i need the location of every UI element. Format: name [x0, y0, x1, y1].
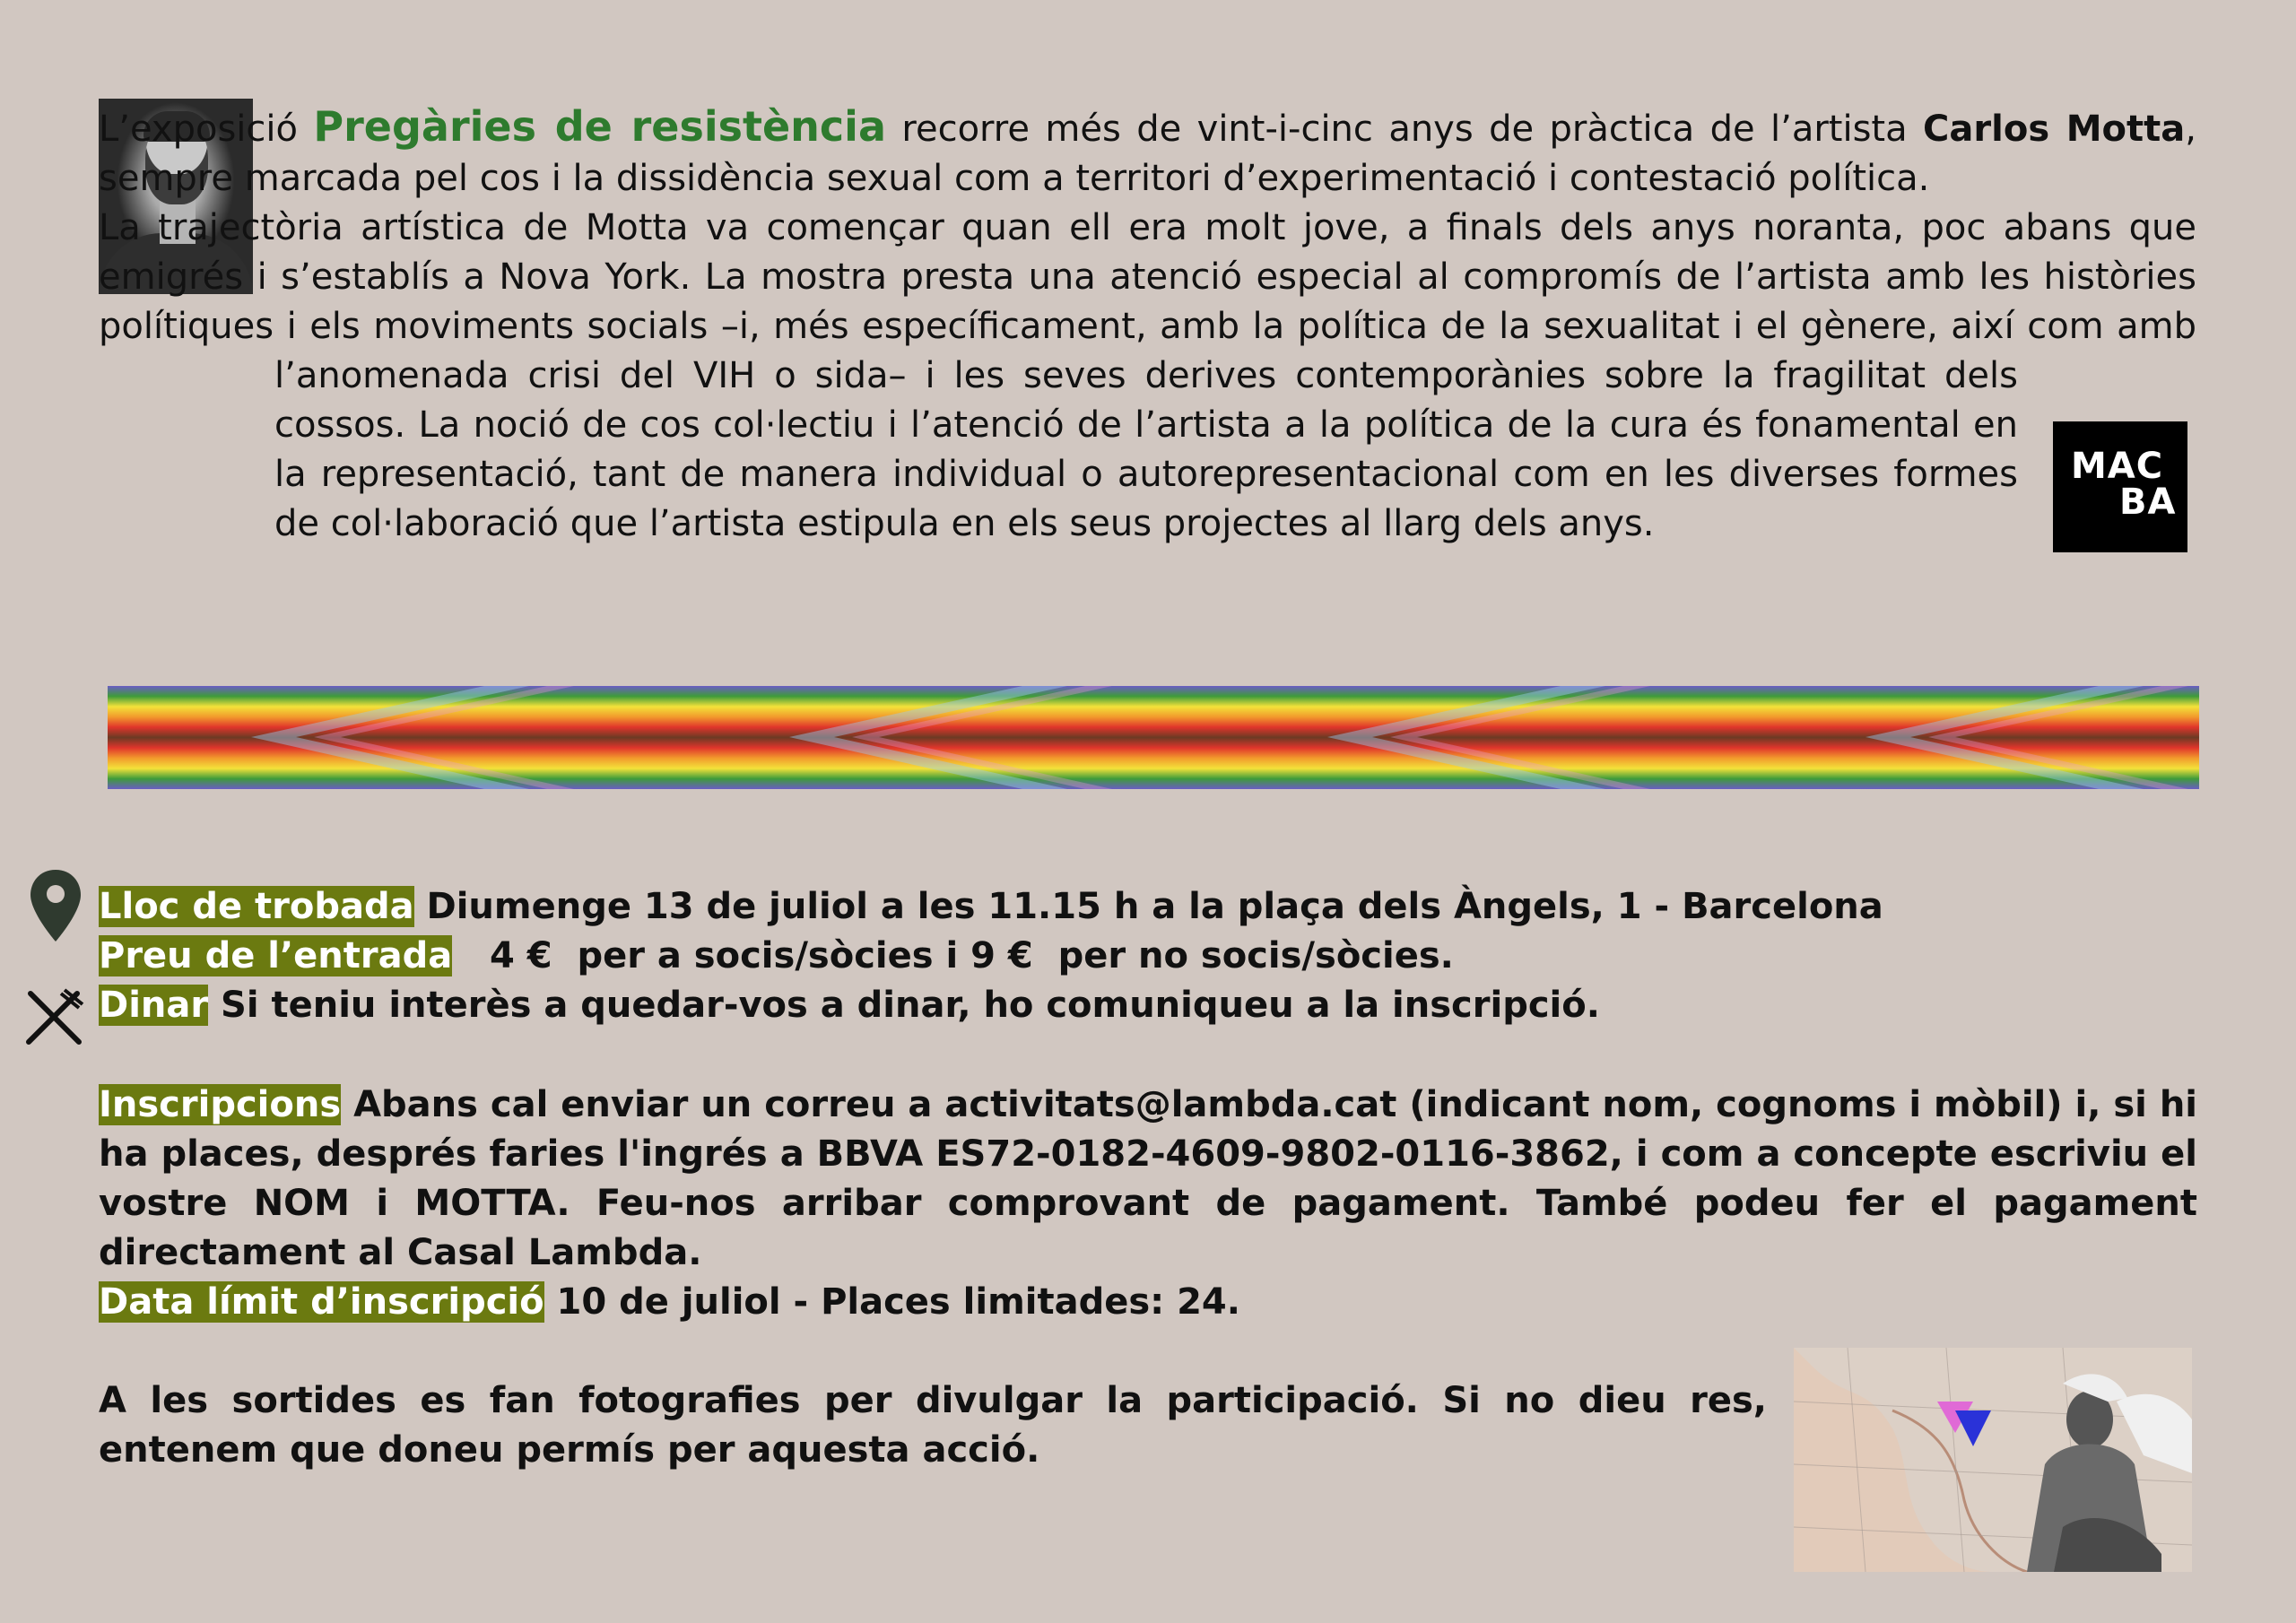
artist-name: Carlos Motta [1923, 108, 2186, 150]
deadline-text: 10 de juliol - Places limitades: 24. [544, 1281, 1240, 1323]
meeting-point-label: Lloc de trobada [99, 886, 414, 927]
intro-paragraph-2: La trajectòria artística de Motta va començar quan ell era molt jove, a finals dels anys noranta, poc abans que emigrés i s’establís a Nova York. La mostra presta una atenció especial al compromís de l’artista amb les històries polítiques i els moviments socials –i, més específicament, amb la política de la sexualitat i el gènere, així com amb l’anomenada crisi del VIH o sida– i les seves derives contemporànies sobre la fragilitat dels cossos. La noció de cos col·lectiu i l’atenció de l’artista a la política de la cura és fonamental en la representació, tant de manera individual o autorepresentacional com en les diverses formes de col·laboració que l’artista estipula en els seus projectes al llarg dels anys. [99, 207, 2196, 544]
lunch-label: Dinar [99, 985, 209, 1026]
map-collage-image [1794, 1348, 2192, 1572]
intro-paragraph-1: L’exposició Pregàries de resistència recorre més de vint-i-cinc anys de pràctica de l’artista Carlos Motta, sempre marcada pel cos i la dissidència sexual com a territori d’experimentació i contestació política. [99, 102, 2196, 199]
price-label: Preu de l’entrada [99, 935, 453, 976]
price-text: 4 € per a socis/sòcies i 9 € per no socis/sòcies. [452, 935, 1454, 976]
location-pin-icon [27, 868, 84, 943]
macba-logo: MAC BA [2053, 421, 2187, 552]
intro-text [99, 102, 2197, 590]
exhibition-title: Pregàries de resistència [313, 102, 886, 151]
deadline-row [99, 1278, 2197, 1327]
registration-label: Inscripcions [99, 1084, 342, 1125]
registration-block [99, 1081, 2197, 1278]
price-row [99, 932, 2197, 981]
rainbow-chevron-band [108, 686, 2199, 789]
photo-consent-note: A les sortides es fan fotografies per divulgar la participació. Si no dieu res, entenem que doneu permís per aquesta acció. [99, 1380, 1767, 1471]
lunch-text: Si teniu interès a quedar-vos a dinar, ho comuniqueu a la inscripció. [208, 985, 1600, 1026]
meeting-point-row [99, 882, 2197, 932]
registration-text: Abans cal enviar un correu a activitats@lambda.cat (indicant nom, cognoms i mòbil) i, si hi ha places, després faries l'ingrés a BBVA ES72-0182-4609-9802-0116-3862, i com a concepte escriviu el vostre NOM i MOTTA. Feu-nos arribar comprovant de pagament. També podeu fer el pagament directament al Casal Lambda. [99, 1084, 2197, 1273]
meeting-point-text: Diumenge 13 de juliol a les 11.15 h a la plaça dels Àngels, 1 - Barcelona [413, 886, 1883, 927]
lunch-row [99, 981, 2197, 1030]
deadline-label: Data límit d’inscripció [99, 1281, 544, 1323]
cutlery-icon [22, 986, 86, 1046]
